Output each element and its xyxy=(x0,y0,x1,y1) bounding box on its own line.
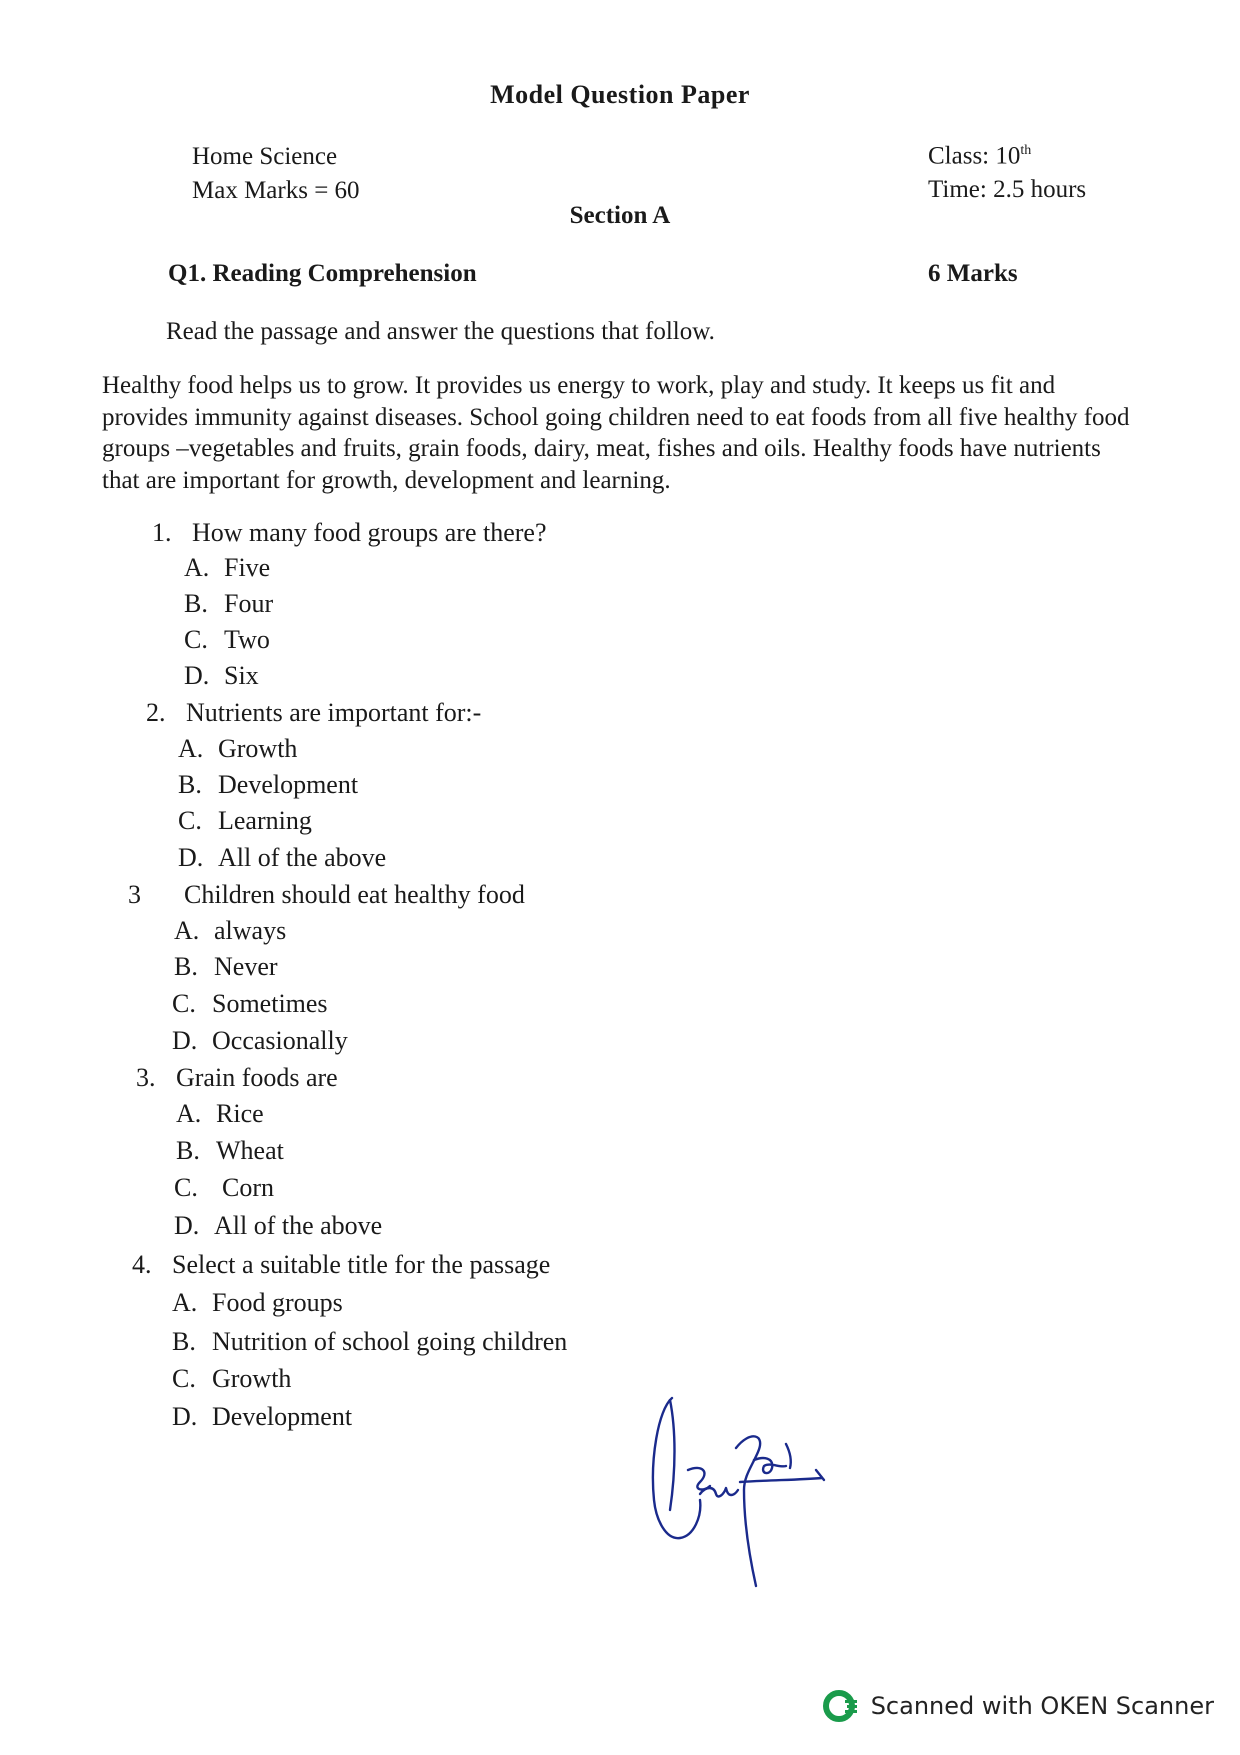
question-text: Grain foods are xyxy=(176,1063,338,1092)
option-item xyxy=(172,1364,291,1394)
option-text: All of the above xyxy=(214,1211,383,1240)
option-text: Corn xyxy=(222,1173,274,1202)
max-marks-label: Max Marks = 60 xyxy=(192,177,360,204)
question-number: 3. xyxy=(136,1063,156,1092)
option-item xyxy=(184,589,273,619)
question-item xyxy=(136,1063,338,1093)
option-text: Development xyxy=(218,770,359,799)
time-label: Time: 2.5 hours xyxy=(928,176,1087,204)
signature-image xyxy=(640,1390,860,1610)
option-text: Four xyxy=(224,589,274,618)
option-letter: D. xyxy=(178,843,204,872)
option-text: Development xyxy=(212,1402,353,1431)
option-letter: B. xyxy=(172,1327,196,1356)
paper-title: Model Question Paper xyxy=(490,80,750,109)
option-item xyxy=(172,1288,343,1318)
option-item xyxy=(174,1173,274,1203)
option-item xyxy=(172,1402,352,1432)
option-letter: C. xyxy=(172,989,196,1018)
option-text: Food groups xyxy=(212,1288,343,1317)
option-text: Never xyxy=(214,952,278,981)
option-letter: B. xyxy=(184,589,208,618)
option-item xyxy=(174,952,278,982)
option-letter: A. xyxy=(178,734,204,763)
option-item xyxy=(178,770,358,800)
scanner-footer xyxy=(823,1688,1214,1724)
option-text: Sometimes xyxy=(212,989,328,1018)
question-item xyxy=(152,518,547,548)
question-item xyxy=(146,698,481,728)
option-item xyxy=(178,843,386,873)
option-text: always xyxy=(214,916,287,945)
option-text: Five xyxy=(224,553,271,582)
class-superscript: th xyxy=(1020,143,1032,158)
option-item xyxy=(176,1136,284,1166)
option-text: Occasionally xyxy=(212,1026,348,1055)
instruction-text: Read the passage and answer the questions that follow. xyxy=(166,318,715,345)
option-text: Learning xyxy=(218,806,312,835)
option-letter: A. xyxy=(174,916,200,945)
option-letter: A. xyxy=(184,553,210,582)
question-item xyxy=(132,1250,550,1280)
option-letter: D. xyxy=(184,661,210,690)
question-text: How many food groups are there? xyxy=(192,518,547,547)
option-item xyxy=(178,734,297,764)
option-item xyxy=(172,1026,348,1056)
option-item xyxy=(184,625,270,655)
option-item xyxy=(174,916,286,946)
option-letter: B. xyxy=(176,1136,200,1165)
subject-label: Home Science xyxy=(192,143,338,170)
scanner-text: Scanned with OKEN Scanner xyxy=(870,1692,1214,1720)
option-letter: C. xyxy=(178,806,202,835)
option-text: Wheat xyxy=(216,1136,284,1165)
option-item xyxy=(172,989,328,1019)
question-text: Children should eat healthy food xyxy=(184,880,525,909)
option-text: Two xyxy=(224,625,270,654)
question-text: Select a suitable title for the passage xyxy=(172,1250,551,1279)
option-text: Growth xyxy=(212,1364,292,1393)
option-text: Six xyxy=(224,661,259,690)
option-letter: D. xyxy=(172,1026,198,1055)
class-time-block xyxy=(928,134,1086,207)
oken-scanner-logo-icon xyxy=(823,1688,859,1724)
section-heading: Section A xyxy=(569,202,671,229)
question-text: Nutrients are important for:- xyxy=(186,698,482,727)
question-marks: 6 Marks xyxy=(928,260,1018,287)
class-label: Class: 10th xyxy=(928,142,1032,170)
option-letter: D. xyxy=(174,1211,200,1240)
option-letter: C. xyxy=(172,1364,196,1393)
option-item xyxy=(178,806,312,836)
option-letter: A. xyxy=(176,1099,202,1128)
question-heading: Q1. Reading Comprehension xyxy=(168,260,477,287)
option-text: Rice xyxy=(216,1099,264,1128)
option-letter: A. xyxy=(172,1288,198,1317)
option-item xyxy=(174,1211,382,1241)
option-text: All of the above xyxy=(218,843,387,872)
question-number: 3 xyxy=(128,880,141,909)
question-number: 1. xyxy=(152,518,172,547)
option-item xyxy=(184,553,270,583)
passage-text: Healthy food helps us to grow. It provides us energy to work, play and study. It keeps us fit and provides immunity against diseases. School going children need to eat foods from all five healthy food groups –vegetables and fruits, grain foods, dairy, meat, fishes and oils. Healthy foods have nutrients that are important for growth, development and learning. xyxy=(102,372,1130,494)
option-item xyxy=(176,1099,264,1129)
question-number: 2. xyxy=(146,698,166,727)
option-letter: C. xyxy=(174,1173,198,1202)
option-letter: D. xyxy=(172,1402,198,1431)
subject-block xyxy=(192,140,360,208)
option-item xyxy=(172,1327,567,1357)
option-text: Growth xyxy=(218,734,298,763)
option-letter: C. xyxy=(184,625,208,654)
option-text: Nutrition of school going children xyxy=(212,1327,568,1356)
option-letter: B. xyxy=(174,952,198,981)
question-number: 4. xyxy=(132,1250,152,1279)
question-item xyxy=(128,880,525,910)
option-letter: B. xyxy=(178,770,202,799)
option-item xyxy=(184,661,259,691)
